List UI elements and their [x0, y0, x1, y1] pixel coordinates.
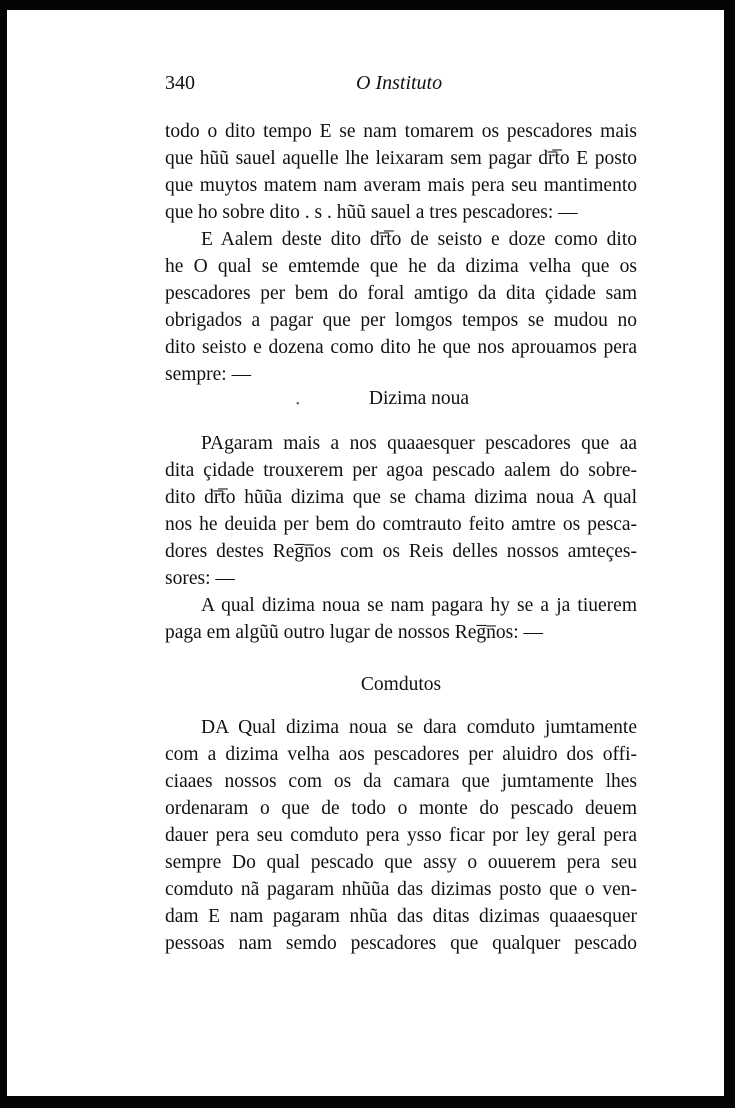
section-3-text [165, 714, 637, 957]
scan-border-top [0, 0, 735, 10]
text-line: dauer pera seu comduto pera ysso ficar por ley geral pera [165, 825, 637, 846]
text-line: dita çidade trouxerem per agoa pescado aalem do sobre- [165, 460, 637, 481]
scan-border-right [724, 0, 735, 1108]
scan-border-bottom [0, 1096, 735, 1108]
text-line: dito dr̅t̅o hũũa dizima que se chama dizima noua A qual [165, 487, 637, 508]
text-line: dam E nam pagaram nhũa das ditas dizimas quaaesquer [165, 906, 637, 927]
text-line: todo o dito tempo E se nam tomarem os pescadores mais [165, 121, 637, 142]
text-line: obrigados a pagar que per lomgos tempos se mudou no [165, 310, 637, 331]
section-1-text [165, 118, 637, 388]
section-2-text [165, 430, 637, 646]
text-line: comduto nã pagaram nhũũa das dizimas posto que o ven- [165, 879, 637, 900]
text-line: que muytos matem nam averam mais pera seu mantimento [165, 175, 637, 196]
text-line: ordenaram o que de todo o monte do pescado deuem [165, 798, 637, 819]
text-line: sempre: — [165, 364, 252, 385]
running-title: O Instituto [356, 72, 443, 94]
text-line: E Aalem deste dito dr̅t̅o de seisto e doze como dito [201, 229, 637, 250]
text-line: DA Qual dizima noua se dara comduto jumtamente [201, 717, 637, 738]
text-line: paga em algũũ outro lugar de nossos Reg̅n̅os: — [165, 622, 544, 643]
text-line: com a dizima velha aos pescadores per aluidro dos offi- [165, 744, 637, 765]
section-heading-dizima-noua: Dizima noua [368, 388, 470, 409]
text-line: que hũũ sauel aquelle lhe leixaram sem pagar dr̅t̅o E posto [165, 148, 637, 169]
text-line: sempre Do qual pescado que assy o ouuerem pera seu [165, 852, 637, 873]
text-line: ciaaes nossos com os da camara que jumtamente lhes [165, 771, 637, 792]
text-line: dores destes Reg̅n̅os com os Reis delles nossos amteçes- [165, 541, 637, 562]
scan-border-left [0, 0, 7, 1108]
text-line: sores: — [165, 568, 235, 589]
text-line: dito seisto e dozena como dito he que nos aprouamos pera [165, 337, 637, 358]
page-number: 340 [165, 72, 195, 94]
text-line: PAgaram mais a nos quaaesquer pescadores que aa [201, 433, 637, 454]
text-line: pessoas nam semdo pescadores que qualquer pescado [165, 933, 637, 954]
text-line: he O qual se emtemde que he da dizima velha que os [165, 256, 637, 277]
text-line: que ho sobre dito . s . hũũ sauel a tres pescadores: — [165, 202, 578, 223]
text-line: pescadores per bem do foral amtigo da dita çidade sam [165, 283, 637, 304]
ink-speck: • [296, 399, 300, 410]
text-line: nos he deuida per bem do comtrauto feito amtre os pesca- [165, 514, 637, 535]
text-line: A qual dizima noua se nam pagara hy se a ja tiuerem [201, 595, 637, 616]
section-heading-comdutos: Comdutos [360, 674, 442, 695]
